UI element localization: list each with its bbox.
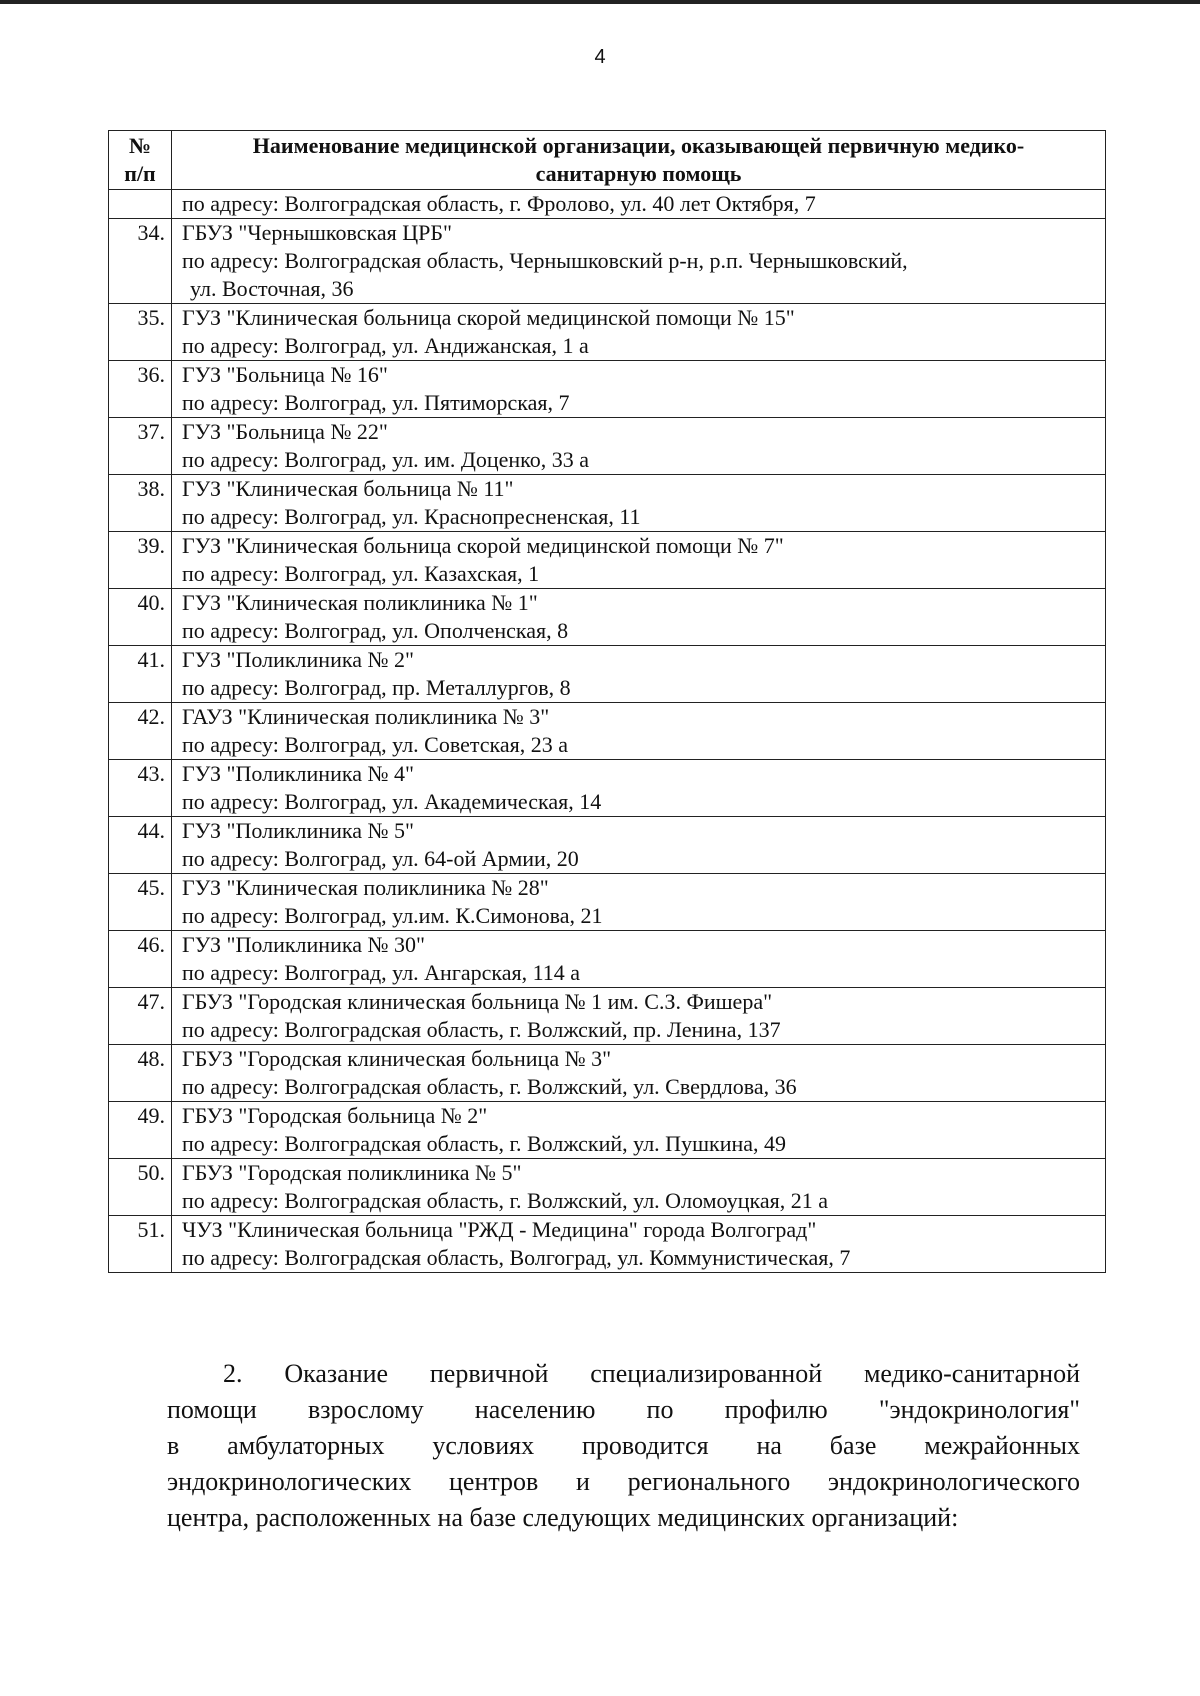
header-num-line2: п/п: [124, 161, 156, 186]
table-row: [109, 532, 1106, 589]
organization-address: по адресу: Волгоград, ул. Ополченская, 8: [182, 618, 569, 643]
organization-name: ГАУЗ "Клиническая поликлиника № 3": [182, 704, 550, 729]
row-organization: [172, 760, 1106, 817]
row-number: 35.: [109, 304, 172, 361]
organization-address: по адресу: Волгоград, ул. им. Доценко, 33 а: [182, 447, 590, 472]
table-row: [109, 1102, 1106, 1159]
table-row: [109, 988, 1106, 1045]
row-number: 44.: [109, 817, 172, 874]
row-number: 42.: [109, 703, 172, 760]
row-organization: [172, 1216, 1106, 1273]
row-address-continuation: по адресу: Волгоградская область, г. Фролово, ул. 40 лет Октября, 7: [172, 190, 1106, 219]
table-header-row: [109, 131, 1106, 190]
paragraph-line: 2. Оказание первичной специализированной медико-санитарной: [223, 1359, 1080, 1388]
paragraph-line: эндокринологических центров и регионального эндокринологического: [167, 1467, 1080, 1496]
table-row: [109, 817, 1106, 874]
table-row: [109, 475, 1106, 532]
row-organization: [172, 874, 1106, 931]
name-column-header: [172, 131, 1106, 190]
table-row: [109, 1159, 1106, 1216]
organization-address: по адресу: Волгоград, ул. Пятиморская, 7: [182, 390, 570, 415]
organization-address: по адресу: Волгоградская область, Волгоград, ул. Коммунистическая, 7: [182, 1245, 851, 1270]
organization-name: ГУЗ "Поликлиника № 30": [182, 932, 425, 957]
organization-name: ГУЗ "Больница № 22": [182, 419, 388, 444]
row-number: 34.: [109, 219, 172, 304]
row-number: 48.: [109, 1045, 172, 1102]
organization-name: ГУЗ "Больница № 16": [182, 362, 388, 387]
row-number: 45.: [109, 874, 172, 931]
top-border-line: [0, 0, 1200, 4]
row-number: 36.: [109, 361, 172, 418]
row-number: 50.: [109, 1159, 172, 1216]
header-name-line2: санитарную помощь: [535, 161, 742, 186]
row-number: 46.: [109, 931, 172, 988]
organization-name: ГУЗ "Клиническая больница скорой медицинской помощи № 15": [182, 305, 795, 330]
row-organization: [172, 589, 1106, 646]
organization-address-line2: ул. Восточная, 36: [190, 276, 354, 301]
organization-name: ЧУЗ "Клиническая больница "РЖД - Медицина" города Волгоград": [182, 1217, 817, 1242]
organization-address: по адресу: Волгоград, пр. Металлургов, 8: [182, 675, 571, 700]
organization-address: по адресу: Волгоград, ул. 64-ой Армии, 20: [182, 846, 579, 871]
organization-name: ГУЗ "Клиническая поликлиника № 28": [182, 875, 549, 900]
row-number: 51.: [109, 1216, 172, 1273]
row-organization: [172, 703, 1106, 760]
row-organization: [172, 418, 1106, 475]
organization-name: ГБУЗ "Городская больница № 2": [182, 1103, 488, 1128]
organization-address: по адресу: Волгоград, ул. Краснопресненская, 11: [182, 504, 641, 529]
table-row: [109, 1216, 1106, 1273]
organization-address: по адресу: Волгоградская область, г. Волжский, пр. Ленина, 137: [182, 1017, 781, 1042]
organization-name: ГУЗ "Поликлиника № 4": [182, 761, 414, 786]
row-organization: [172, 1159, 1106, 1216]
row-number: 47.: [109, 988, 172, 1045]
paragraph-line: центра, расположенных на базе следующих медицинских организаций:: [167, 1503, 959, 1532]
organization-address: по адресу: Волгоград, ул.им. К.Симонова, 21: [182, 903, 603, 928]
row-number: 41.: [109, 646, 172, 703]
organization-address: по адресу: Волгоград, ул. Ангарская, 114 а: [182, 960, 581, 985]
table-row: [109, 874, 1106, 931]
organization-name: ГУЗ "Поликлиника № 2": [182, 647, 414, 672]
table-row: [109, 418, 1106, 475]
row-organization: [172, 361, 1106, 418]
table-row: [109, 219, 1106, 304]
organization-address: по адресу: Волгоград, ул. Академическая, 14: [182, 789, 602, 814]
row-organization: [172, 304, 1106, 361]
organization-name: ГУЗ "Клиническая больница № 11": [182, 476, 514, 501]
row-number: 37.: [109, 418, 172, 475]
table-row: [109, 589, 1106, 646]
table-row: [109, 760, 1106, 817]
row-organization: [172, 219, 1106, 304]
row-number: 49.: [109, 1102, 172, 1159]
organization-address: по адресу: Волгоградская область, г. Волжский, ул. Оломоуцкая, 21 а: [182, 1188, 828, 1213]
table-body: [109, 190, 1106, 1273]
row-number: 43.: [109, 760, 172, 817]
organization-name: ГУЗ "Поликлиника № 5": [182, 818, 414, 843]
paragraph-line: помощи взрослому населению по профилю "эндокринология": [167, 1395, 1080, 1424]
organization-address: по адресу: Волгоград, ул. Советская, 23 а: [182, 732, 569, 757]
organization-address: по адресу: Волгоград, ул. Андижанская, 1 а: [182, 333, 589, 358]
organization-name: ГУЗ "Клиническая больница скорой медицинской помощи № 7": [182, 533, 784, 558]
number-column-header: [109, 131, 172, 190]
row-number: [109, 190, 172, 219]
page-number: 4: [594, 46, 606, 68]
header-num-line1: №: [128, 133, 152, 158]
row-organization: [172, 646, 1106, 703]
row-number: 39.: [109, 532, 172, 589]
row-organization: [172, 988, 1106, 1045]
table-row-continuation: [109, 190, 1106, 219]
organization-address: по адресу: Волгоградская область, Чернышковский р-н, р.п. Чернышковский,: [182, 248, 908, 273]
row-organization: [172, 1045, 1106, 1102]
organization-address: по адресу: Волгоградская область, г. Волжский, ул. Свердлова, 36: [182, 1074, 797, 1099]
table-row: [109, 646, 1106, 703]
organization-name: ГУЗ "Клиническая поликлиника № 1": [182, 590, 538, 615]
organization-name: ГБУЗ "Чернышковская ЦРБ": [182, 220, 452, 245]
table-row: [109, 931, 1106, 988]
row-number: 40.: [109, 589, 172, 646]
row-organization: [172, 532, 1106, 589]
table-row: [109, 1045, 1106, 1102]
organization-address: по адресу: Волгоградская область, г. Волжский, ул. Пушкина, 49: [182, 1131, 787, 1156]
organization-address: по адресу: Волгоград, ул. Казахская, 1: [182, 561, 540, 586]
table-row: [109, 361, 1106, 418]
organization-name: ГБУЗ "Городская клиническая больница № 3": [182, 1046, 612, 1071]
table-row: [109, 703, 1106, 760]
organization-name: ГБУЗ "Городская поликлиника № 5": [182, 1160, 522, 1185]
row-organization: [172, 475, 1106, 532]
organization-name: ГБУЗ "Городская клиническая больница № 1 им. С.З. Фишера": [182, 989, 773, 1014]
header-name-line1: Наименование медицинской организации, оказывающей первичную медико-: [252, 133, 1025, 158]
row-organization: [172, 931, 1106, 988]
row-organization: [172, 1102, 1106, 1159]
paragraph-line: в амбулаторных условиях проводится на базе межрайонных: [167, 1431, 1080, 1460]
row-organization: [172, 817, 1106, 874]
organizations-table: [108, 130, 1106, 1273]
section-2-paragraph: [167, 1356, 1080, 1536]
row-number: 38.: [109, 475, 172, 532]
table-row: [109, 304, 1106, 361]
